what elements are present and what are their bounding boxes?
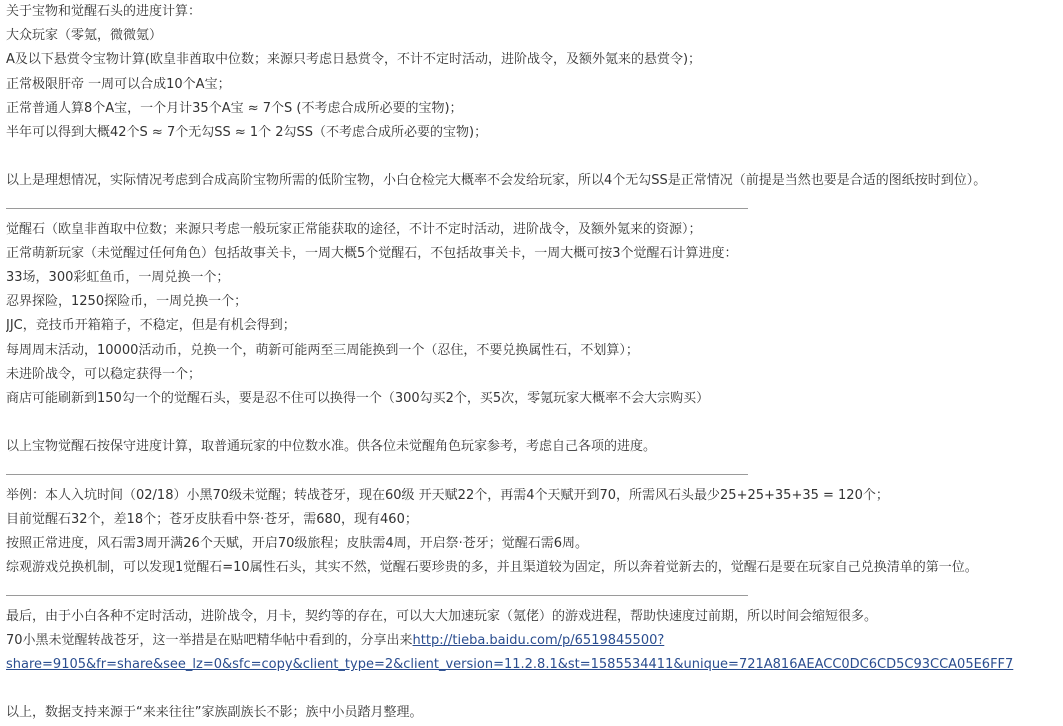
paragraph-line: 以上是理想情况，实际情况考虑到合成高阶宝物所需的低阶宝物，小白仓检完大概率不会发给玩家，所以4个无勾SS是正常情况（前提是当然也要是合适的图纸按时到位）。 bbox=[6, 173, 987, 189]
blank-line bbox=[6, 145, 1061, 169]
blank-line bbox=[6, 411, 1061, 435]
paragraph-line: A及以下悬赏令宝物计算(欧皇非酋取中位数；来源只考虑日悬赏令，不计不定时活动，进阶战令，及额外氪来的悬赏令)； bbox=[6, 52, 702, 68]
paragraph-line: 半年可以得到大概42个S ≈ 7个无勾SS ≈ 1个 2勾SS（不考虑合成所必要的宝物)； bbox=[6, 124, 488, 140]
paragraph-line: 按照正常进度，风石需3周开满26个天赋，开启70级旅程；皮肤需4周，开启祭·苍牙；觉醒石需6周。 bbox=[6, 536, 589, 552]
share-text: 70小黑未觉醒转战苍牙，这一举措是在贴吧精华帖中看到的，分享出来 bbox=[6, 632, 413, 648]
post-heading: 关于宝物和觉醒石头的进度计算： bbox=[6, 4, 202, 19]
credits-line: 以上，数据支持来源于“来来往往”家族副族长不影；族中小员踏月整理。 bbox=[6, 705, 423, 721]
paragraph-line: 觉醒石（欧皇非酋取中位数；来源只考虑一般玩家正常能获取的途径，不计不定时活动，进阶战令，及额外氪来的资源）； bbox=[6, 221, 702, 237]
post-content bbox=[6, 0, 1061, 726]
paragraph-line: 未进阶战令，可以稳定获得一个； bbox=[6, 366, 202, 382]
paragraph-line: 每周周末活动，10000活动币，兑换一个，萌新可能两至三周能换到一个（忍住，不要兑换属性石，不划算）； bbox=[6, 342, 639, 358]
paragraph-line: 忍界探险，1250探险币，一周兑换一个； bbox=[6, 294, 248, 310]
section-divider bbox=[6, 194, 1061, 218]
paragraph-line: 33场，300彩虹鱼币，一周兑换一个； bbox=[6, 270, 230, 286]
tieba-link[interactable]: http://tieba.baidu.com/p/6519845500? bbox=[412, 632, 665, 648]
paragraph-line: 正常极限肝帝 一周可以合成10个A宝； bbox=[6, 76, 231, 92]
paragraph-line: 综观游戏兑换机制，可以发现1觉醒石=10属性石头，其实不然，觉醒石要珍贵的多，并且渠道较为固定，所以奔着觉新去的，觉醒石是要在玩家自己兑换清单的第一位。 bbox=[6, 560, 978, 576]
paragraph-line bbox=[6, 629, 1061, 653]
tieba-link-continued[interactable]: share=9105&fr=share&see_lz=0&sfc=copy&client_type=2&client_version=11.2.8.1&st=1585534411&unique=721A816AEACC0DC6CD5C93CCA05E6FF7 bbox=[6, 657, 1014, 673]
paragraph-line: 目前觉醒石32个，差18个；苍牙皮肤看中祭·苍牙，需680，现有460； bbox=[6, 511, 418, 527]
paragraph-line: JJC，竞技币开箱箱子，不稳定，但是有机会得到； bbox=[6, 318, 296, 334]
paragraph-line: 最后，由于小白各种不定时活动，进阶战令，月卡，契约等的存在，可以大大加速玩家（氪佬）的游戏进程，帮助快速度过前期，所以时间会缩短很多。 bbox=[6, 608, 878, 624]
paragraph-line: 正常萌新玩家（未觉醒过任何角色）包括故事关卡，一周大概5个觉醒石，不包括故事关卡，一周大概可按3个觉醒石计算进度： bbox=[6, 245, 738, 261]
section-divider bbox=[6, 460, 1061, 484]
paragraph-line: 举例：本人入坑时间（02/18）小黑70级未觉醒；转战苍牙，现在60级 开天赋22个，再需4个天赋开到70，所需风石头最少25+25+35+35 = 120个； bbox=[6, 487, 889, 503]
section-divider bbox=[6, 581, 1061, 605]
player-type-text: 大众玩家（零氪，微微氪） bbox=[6, 28, 163, 44]
paragraph-line bbox=[6, 653, 1061, 677]
blank-line bbox=[6, 677, 1061, 701]
paragraph-line: 商店可能刷新到150勾一个的觉醒石头，要是忍不住可以换得一个（300勾买2个，买5次，零氪玩家大概率不会大宗购买） bbox=[6, 391, 710, 406]
paragraph-line: 以上宝物觉醒石按保守进度计算，取普通玩家的中位数水准。供各位未觉醒角色玩家参考，考虑自己各项的进度。 bbox=[6, 439, 657, 455]
paragraph-line: 正常普通人算8个A宝，一个月计35个A宝 ≈ 7个S (不考虑合成所必要的宝物)； bbox=[6, 100, 463, 116]
